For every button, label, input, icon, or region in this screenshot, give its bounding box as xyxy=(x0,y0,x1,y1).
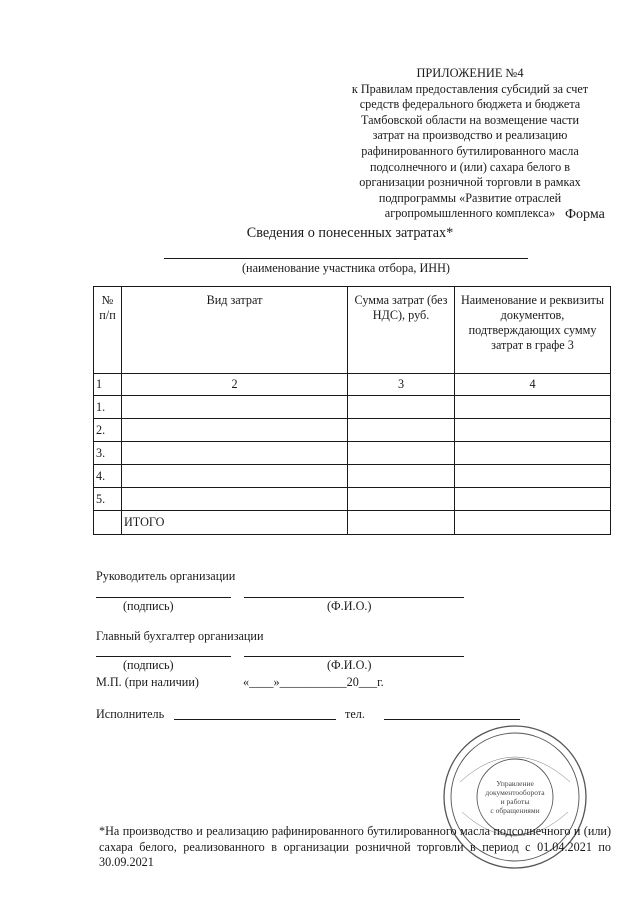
phone-line xyxy=(384,719,520,720)
seal-label: М.П. (при наличии) xyxy=(96,675,199,689)
phone-label: тел. xyxy=(345,707,365,721)
header-number: № п/п xyxy=(94,287,122,374)
table-cell xyxy=(455,511,611,535)
header-cost-sum: Сумма затрат (без НДС), руб. xyxy=(348,287,455,374)
costs-table xyxy=(93,286,611,535)
table-cell xyxy=(348,465,455,488)
table-cell xyxy=(455,488,611,511)
row-number: 5. xyxy=(94,488,122,511)
table-cell xyxy=(348,488,455,511)
name-caption: (Ф.И.О.) xyxy=(327,658,372,672)
row-number: 4. xyxy=(94,465,122,488)
form-label: Форма xyxy=(565,207,605,222)
table-cell xyxy=(94,511,122,535)
table-row xyxy=(94,442,611,465)
stamp-line: документооборота xyxy=(485,788,545,797)
document-title: Сведения о понесенных затратах* xyxy=(246,225,454,241)
row-number: 2. xyxy=(94,419,122,442)
accountant-signature-line xyxy=(96,656,231,657)
column-number: 3 xyxy=(348,374,455,396)
date-field: «____»___________20___г. xyxy=(243,675,384,689)
table-cell xyxy=(455,396,611,419)
accountant-label: Главный бухгалтер организации xyxy=(96,629,264,643)
table-cell xyxy=(348,511,455,535)
table-cell xyxy=(455,465,611,488)
header-cost-type: Вид затрат xyxy=(122,287,348,374)
appendix-line: организации розничной торговли в рамках xyxy=(359,175,581,190)
table-cell xyxy=(122,419,348,442)
appendix-header xyxy=(320,66,620,222)
table-cell xyxy=(122,396,348,419)
appendix-line: средств федерального бюджета и бюджета xyxy=(359,97,581,112)
appendix-line: к Правилам предоставления субсидий за счет xyxy=(351,81,589,96)
org-caption: (наименование участника отбора, ИНН) xyxy=(242,261,450,275)
stamp-line: с обращениями xyxy=(490,806,540,815)
appendix-line: подпрограммы «Развитие отраслей xyxy=(378,190,562,205)
sign-caption: (подпись) xyxy=(123,599,174,613)
footnote: *На производство и реализацию рафинированного бутилированного масла подсолнечного и (или) сахара белого, реализованного в организации розничной торговли в период с 01.04.2021 по 30.09.2021 xyxy=(99,824,611,870)
column-number: 2 xyxy=(122,374,348,396)
stamp-line: Управление xyxy=(496,779,534,788)
head-name-line xyxy=(244,597,464,598)
executor-label: Исполнитель xyxy=(96,707,165,721)
table-row xyxy=(94,465,611,488)
appendix-line: агропромышленного комплекса» xyxy=(384,206,556,221)
table-cell xyxy=(122,488,348,511)
header-documents: Наименование и реквизиты документов, подтверждающих сумму затрат в графе 3 xyxy=(455,287,611,374)
appendix-title: ПРИЛОЖЕНИЕ №4 xyxy=(416,66,524,80)
appendix-line: рафинированного бутилированного масла xyxy=(361,143,579,158)
table-header-row xyxy=(94,287,611,374)
table-cell xyxy=(348,442,455,465)
sign-caption: (подпись) xyxy=(123,658,174,672)
org-name-line xyxy=(164,258,528,259)
row-number: 1. xyxy=(94,396,122,419)
appendix-line: подсолнечного и (или) сахара белого в xyxy=(369,159,571,174)
table-cell xyxy=(122,465,348,488)
appendix-line: затрат на производство и реализацию xyxy=(372,128,568,143)
name-caption: (Ф.И.О.) xyxy=(327,599,372,613)
row-number: 3. xyxy=(94,442,122,465)
total-row xyxy=(94,511,611,535)
table-row xyxy=(94,419,611,442)
table-cell xyxy=(455,442,611,465)
stamp-line: и работы xyxy=(500,797,530,806)
column-number: 1 xyxy=(94,374,122,396)
appendix-line: Тамбовской области на возмещение части xyxy=(361,112,579,127)
column-numbers-row xyxy=(94,374,611,396)
table-cell xyxy=(455,419,611,442)
column-number: 4 xyxy=(455,374,611,396)
table-cell xyxy=(348,396,455,419)
table-cell xyxy=(348,419,455,442)
executor-line xyxy=(174,719,336,720)
table-cell xyxy=(122,442,348,465)
total-label: ИТОГО xyxy=(122,511,348,535)
table-row xyxy=(94,396,611,419)
head-label: Руководитель организации xyxy=(96,569,236,583)
head-signature-line xyxy=(96,597,231,598)
accountant-name-line xyxy=(244,656,464,657)
table-row xyxy=(94,488,611,511)
